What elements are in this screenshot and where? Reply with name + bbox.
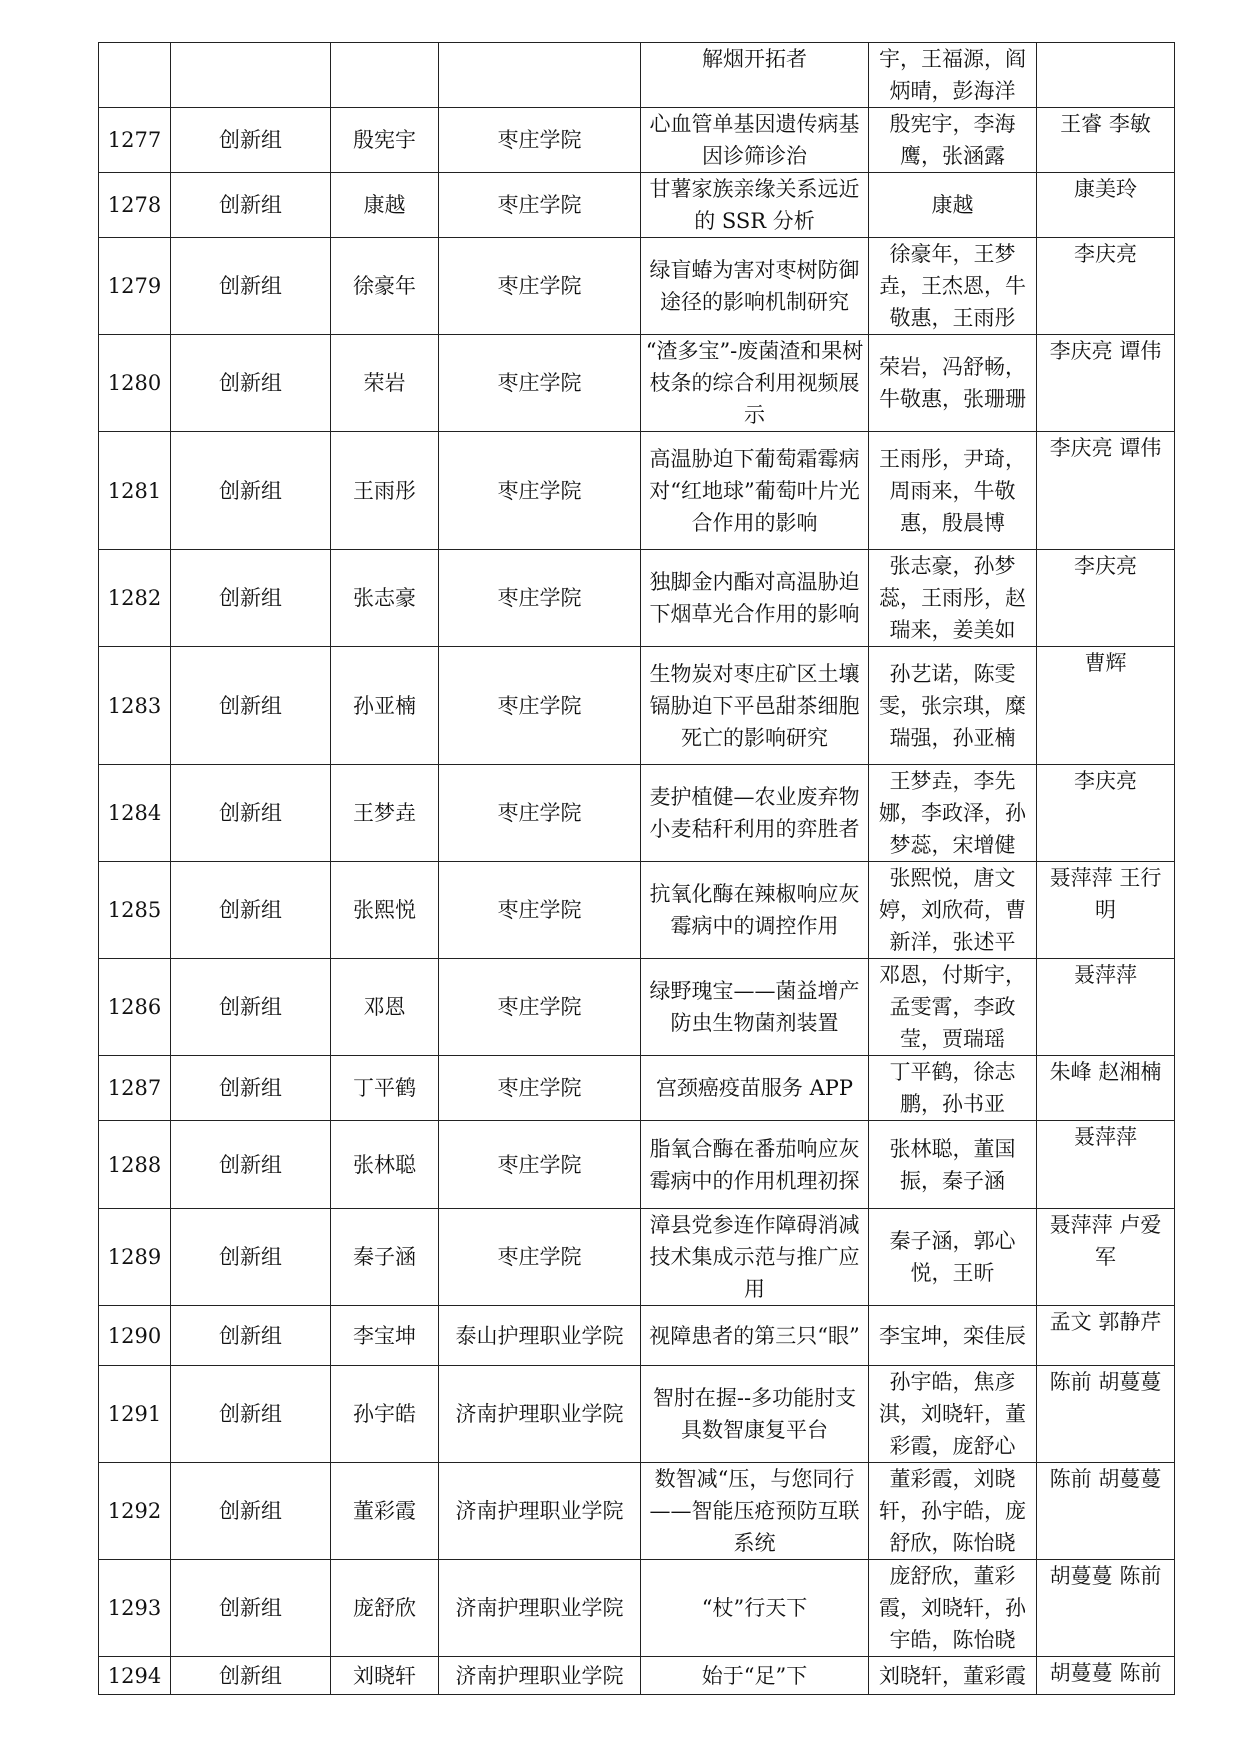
project-name-cell: “杖”行天下 xyxy=(641,1560,869,1657)
group-cell: 创新组 xyxy=(171,862,331,959)
table-row xyxy=(99,173,1175,238)
leader-cell: 殷宪宇 xyxy=(331,108,439,173)
project-name-cell: 绿盲蝽为害对枣树防御途径的影响机制研究 xyxy=(641,238,869,335)
project-name-cell: 智肘在握--多功能肘支具数智康复平台 xyxy=(641,1366,869,1463)
members-cell: 李宝坤，栾佳辰 xyxy=(869,1306,1037,1366)
advisor-cell: 胡蔓蔓 陈前 xyxy=(1037,1560,1175,1657)
members-cell: 董彩霞，刘晓轩，孙宇皓，庞舒欣，陈怡晓 xyxy=(869,1463,1037,1560)
project-name-cell: 绿野瑰宝——菌益增产防虫生物菌剂装置 xyxy=(641,959,869,1056)
table-row xyxy=(99,238,1175,335)
table-row xyxy=(99,43,1175,108)
table-row xyxy=(99,1560,1175,1657)
leader-cell: 康越 xyxy=(331,173,439,238)
group-cell xyxy=(171,43,331,108)
table-row xyxy=(99,862,1175,959)
school-cell: 济南护理职业学院 xyxy=(439,1463,641,1560)
group-cell: 创新组 xyxy=(171,1366,331,1463)
leader-cell: 徐豪年 xyxy=(331,238,439,335)
group-cell: 创新组 xyxy=(171,1560,331,1657)
leader-cell: 张林聪 xyxy=(331,1121,439,1209)
advisor-cell: 李庆亮 xyxy=(1037,550,1175,647)
leader-cell: 孙宇皓 xyxy=(331,1366,439,1463)
group-cell: 创新组 xyxy=(171,1463,331,1560)
members-cell: 孙艺诺，陈雯雯，张宗琪，糜瑞强，孙亚楠 xyxy=(869,647,1037,765)
members-cell: 张熙悦，唐文婷，刘欣荷，曹新洋，张述平 xyxy=(869,862,1037,959)
row-number: 1280 xyxy=(99,335,171,432)
school-cell: 枣庄学院 xyxy=(439,959,641,1056)
table-row xyxy=(99,1306,1175,1366)
group-cell: 创新组 xyxy=(171,1056,331,1121)
row-number: 1279 xyxy=(99,238,171,335)
row-number: 1288 xyxy=(99,1121,171,1209)
leader-cell: 荣岩 xyxy=(331,335,439,432)
group-cell: 创新组 xyxy=(171,238,331,335)
project-name-cell: 心血管单基因遗传病基因诊筛诊治 xyxy=(641,108,869,173)
advisor-cell: 王睿 李敏 xyxy=(1037,108,1175,173)
group-cell: 创新组 xyxy=(171,765,331,862)
group-cell: 创新组 xyxy=(171,173,331,238)
members-cell: 王梦垚，李先娜，李政泽，孙梦蕊，宋增健 xyxy=(869,765,1037,862)
advisor-cell: 胡蔓蔓 陈前 xyxy=(1037,1657,1175,1695)
table-row xyxy=(99,1121,1175,1209)
members-cell: 丁平鹤，徐志鹏，孙书亚 xyxy=(869,1056,1037,1121)
row-number: 1287 xyxy=(99,1056,171,1121)
project-name-cell: 生物炭对枣庄矿区土壤镉胁迫下平邑甜茶细胞死亡的影响研究 xyxy=(641,647,869,765)
row-number: 1294 xyxy=(99,1657,171,1695)
group-cell: 创新组 xyxy=(171,108,331,173)
school-cell: 枣庄学院 xyxy=(439,550,641,647)
members-cell: 荣岩，冯舒畅，牛敬惠，张珊珊 xyxy=(869,335,1037,432)
group-cell: 创新组 xyxy=(171,1306,331,1366)
leader-cell: 庞舒欣 xyxy=(331,1560,439,1657)
project-name-cell: 脂氧合酶在番茄响应灰霉病中的作用机理初探 xyxy=(641,1121,869,1209)
group-cell: 创新组 xyxy=(171,1209,331,1306)
advisor-cell: 李庆亮 xyxy=(1037,238,1175,335)
project-name-cell: 高温胁迫下葡萄霜霉病对“红地球”葡萄叶片光合作用的影响 xyxy=(641,432,869,550)
table-row xyxy=(99,550,1175,647)
project-name-cell: 甘薯家族亲缘关系远近的 SSR 分析 xyxy=(641,173,869,238)
school-cell: 济南护理职业学院 xyxy=(439,1366,641,1463)
advisor-cell: 李庆亮 xyxy=(1037,765,1175,862)
row-number: 1285 xyxy=(99,862,171,959)
row-number: 1293 xyxy=(99,1560,171,1657)
leader-cell: 刘晓轩 xyxy=(331,1657,439,1695)
members-cell: 宇，王福源，阎炳晴，彭海洋 xyxy=(869,43,1037,108)
members-cell: 邓恩，付斯宇，孟雯霄，李政莹，贾瑞瑶 xyxy=(869,959,1037,1056)
school-cell: 泰山护理职业学院 xyxy=(439,1306,641,1366)
group-cell: 创新组 xyxy=(171,335,331,432)
project-name-cell: 数智减“压，与您同行——智能压疮预防互联系统 xyxy=(641,1463,869,1560)
school-cell: 枣庄学院 xyxy=(439,862,641,959)
members-cell: 刘晓轩，董彩霞 xyxy=(869,1657,1037,1695)
project-name-cell: “渣多宝”-废菌渣和果树枝条的综合利用视频展示 xyxy=(641,335,869,432)
advisor-cell: 康美玲 xyxy=(1037,173,1175,238)
row-number: 1291 xyxy=(99,1366,171,1463)
row-number: 1292 xyxy=(99,1463,171,1560)
table-row xyxy=(99,1463,1175,1560)
row-number: 1289 xyxy=(99,1209,171,1306)
school-cell: 枣庄学院 xyxy=(439,647,641,765)
project-name-cell: 解烟开拓者 xyxy=(641,43,869,108)
advisor-cell: 聂萍萍 王行明 xyxy=(1037,862,1175,959)
project-name-cell: 始于“足”下 xyxy=(641,1657,869,1695)
group-cell: 创新组 xyxy=(171,959,331,1056)
advisor-cell: 陈前 胡蔓蔓 xyxy=(1037,1366,1175,1463)
members-cell: 王雨彤，尹琦，周雨来，牛敬惠，殷晨博 xyxy=(869,432,1037,550)
leader-cell: 董彩霞 xyxy=(331,1463,439,1560)
table-row xyxy=(99,647,1175,765)
project-name-cell: 抗氧化酶在辣椒响应灰霉病中的调控作用 xyxy=(641,862,869,959)
row-number: 1282 xyxy=(99,550,171,647)
leader-cell: 孙亚楠 xyxy=(331,647,439,765)
table-row xyxy=(99,432,1175,550)
advisor-cell: 聂萍萍 xyxy=(1037,959,1175,1056)
project-name-cell: 漳县党参连作障碍消减技术集成示范与推广应用 xyxy=(641,1209,869,1306)
row-number: 1286 xyxy=(99,959,171,1056)
members-cell: 徐豪年，王梦垚，王杰恩，牛敬惠，王雨彤 xyxy=(869,238,1037,335)
advisor-cell: 李庆亮 谭伟 xyxy=(1037,432,1175,550)
school-cell: 枣庄学院 xyxy=(439,1209,641,1306)
row-number: 1277 xyxy=(99,108,171,173)
table-row xyxy=(99,335,1175,432)
leader-cell: 张志豪 xyxy=(331,550,439,647)
table-row xyxy=(99,765,1175,862)
school-cell: 枣庄学院 xyxy=(439,765,641,862)
row-number: 1290 xyxy=(99,1306,171,1366)
members-cell: 康越 xyxy=(869,173,1037,238)
group-cell: 创新组 xyxy=(171,647,331,765)
school-cell: 济南护理职业学院 xyxy=(439,1657,641,1695)
members-cell: 张志豪，孙梦蕊，王雨彤，赵瑞来，姜美如 xyxy=(869,550,1037,647)
school-cell xyxy=(439,43,641,108)
school-cell: 枣庄学院 xyxy=(439,108,641,173)
group-cell: 创新组 xyxy=(171,550,331,647)
project-name-cell: 麦护植健—农业废弃物小麦秸秆利用的弈胜者 xyxy=(641,765,869,862)
group-cell: 创新组 xyxy=(171,432,331,550)
school-cell: 济南护理职业学院 xyxy=(439,1560,641,1657)
leader-cell xyxy=(331,43,439,108)
project-name-cell: 宫颈癌疫苗服务 APP xyxy=(641,1056,869,1121)
table-row xyxy=(99,108,1175,173)
row-number xyxy=(99,43,171,108)
table-row xyxy=(99,1657,1175,1695)
advisor-cell: 李庆亮 谭伟 xyxy=(1037,335,1175,432)
row-number: 1283 xyxy=(99,647,171,765)
leader-cell: 张熙悦 xyxy=(331,862,439,959)
row-number: 1281 xyxy=(99,432,171,550)
group-cell: 创新组 xyxy=(171,1121,331,1209)
table-row xyxy=(99,959,1175,1056)
leader-cell: 邓恩 xyxy=(331,959,439,1056)
school-cell: 枣庄学院 xyxy=(439,238,641,335)
school-cell: 枣庄学院 xyxy=(439,335,641,432)
table-row xyxy=(99,1056,1175,1121)
advisor-cell: 聂萍萍 xyxy=(1037,1121,1175,1209)
advisor-cell: 曹辉 xyxy=(1037,647,1175,765)
members-cell: 殷宪宇，李海鹰，张涵露 xyxy=(869,108,1037,173)
members-cell: 秦子涵，郭心悦，王昕 xyxy=(869,1209,1037,1306)
row-number: 1278 xyxy=(99,173,171,238)
school-cell: 枣庄学院 xyxy=(439,432,641,550)
school-cell: 枣庄学院 xyxy=(439,173,641,238)
members-cell: 孙宇皓，焦彦淇，刘晓轩，董彩霞，庞舒心 xyxy=(869,1366,1037,1463)
advisor-cell: 孟文 郭静芹 xyxy=(1037,1306,1175,1366)
advisor-cell: 陈前 胡蔓蔓 xyxy=(1037,1463,1175,1560)
leader-cell: 丁平鹤 xyxy=(331,1056,439,1121)
table-row xyxy=(99,1209,1175,1306)
members-cell: 庞舒欣，董彩霞，刘晓轩，孙宇皓，陈怡晓 xyxy=(869,1560,1037,1657)
project-list-sheet xyxy=(98,42,1174,1695)
advisor-cell: 聂萍萍 卢爱军 xyxy=(1037,1209,1175,1306)
leader-cell: 王雨彤 xyxy=(331,432,439,550)
table-row xyxy=(99,1366,1175,1463)
row-number: 1284 xyxy=(99,765,171,862)
group-cell: 创新组 xyxy=(171,1657,331,1695)
leader-cell: 李宝坤 xyxy=(331,1306,439,1366)
project-name-cell: 视障患者的第三只“眼” xyxy=(641,1306,869,1366)
table-body xyxy=(99,43,1175,1695)
school-cell: 枣庄学院 xyxy=(439,1121,641,1209)
leader-cell: 王梦垚 xyxy=(331,765,439,862)
project-name-cell: 独脚金内酯对高温胁迫下烟草光合作用的影响 xyxy=(641,550,869,647)
leader-cell: 秦子涵 xyxy=(331,1209,439,1306)
school-cell: 枣庄学院 xyxy=(439,1056,641,1121)
members-cell: 张林聪，董国振，秦子涵 xyxy=(869,1121,1037,1209)
advisor-cell xyxy=(1037,43,1175,108)
advisor-cell: 朱峰 赵湘楠 xyxy=(1037,1056,1175,1121)
project-table xyxy=(98,42,1175,1695)
